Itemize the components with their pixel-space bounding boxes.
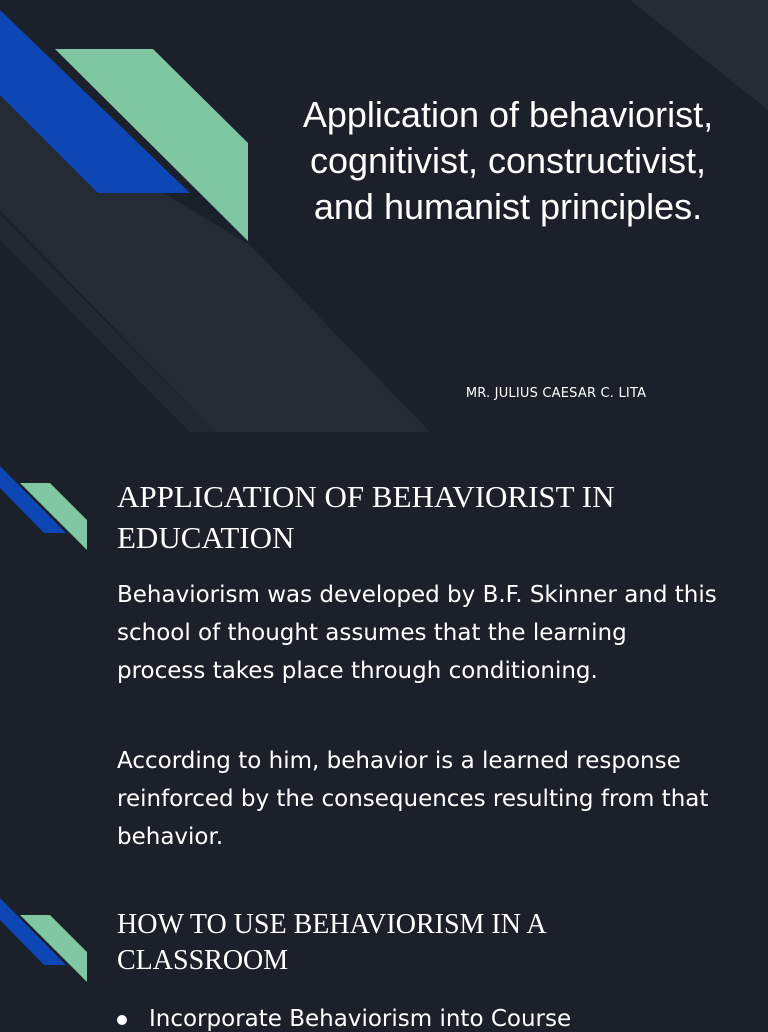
slide-title	[268, 92, 748, 230]
bullet-item	[117, 1006, 757, 1032]
bullet-text: Incorporate Behaviorism into Course	[149, 1006, 572, 1032]
slide-title-line-1: Application of behaviorist,	[302, 94, 714, 135]
author-name: MR. JULIUS CAESAR C. LITA	[465, 386, 647, 401]
section-1-accent	[0, 466, 90, 556]
section-1-heading: APPLICATION OF BEHAVIORIST IN EDUCATION	[117, 479, 615, 555]
section-1-paragraph-2: According to him, behavior is a learned response reinforced by the consequences resulting from that behavior.	[117, 748, 709, 850]
bullet-dot-icon	[117, 1015, 127, 1025]
section-2-heading: HOW TO USE BEHAVIORISM IN A CLASSROOM	[117, 909, 546, 976]
section-1-paragraph-1: Behaviorism was developed by B.F. Skinner and this school of thought assumes that the learning process takes place through conditioning.	[117, 582, 717, 684]
slide-title-line-3: and humanist principles.	[313, 186, 703, 227]
slide-title-line-2: cognitivist, constructivist,	[309, 140, 707, 181]
section-2-accent	[0, 898, 90, 988]
